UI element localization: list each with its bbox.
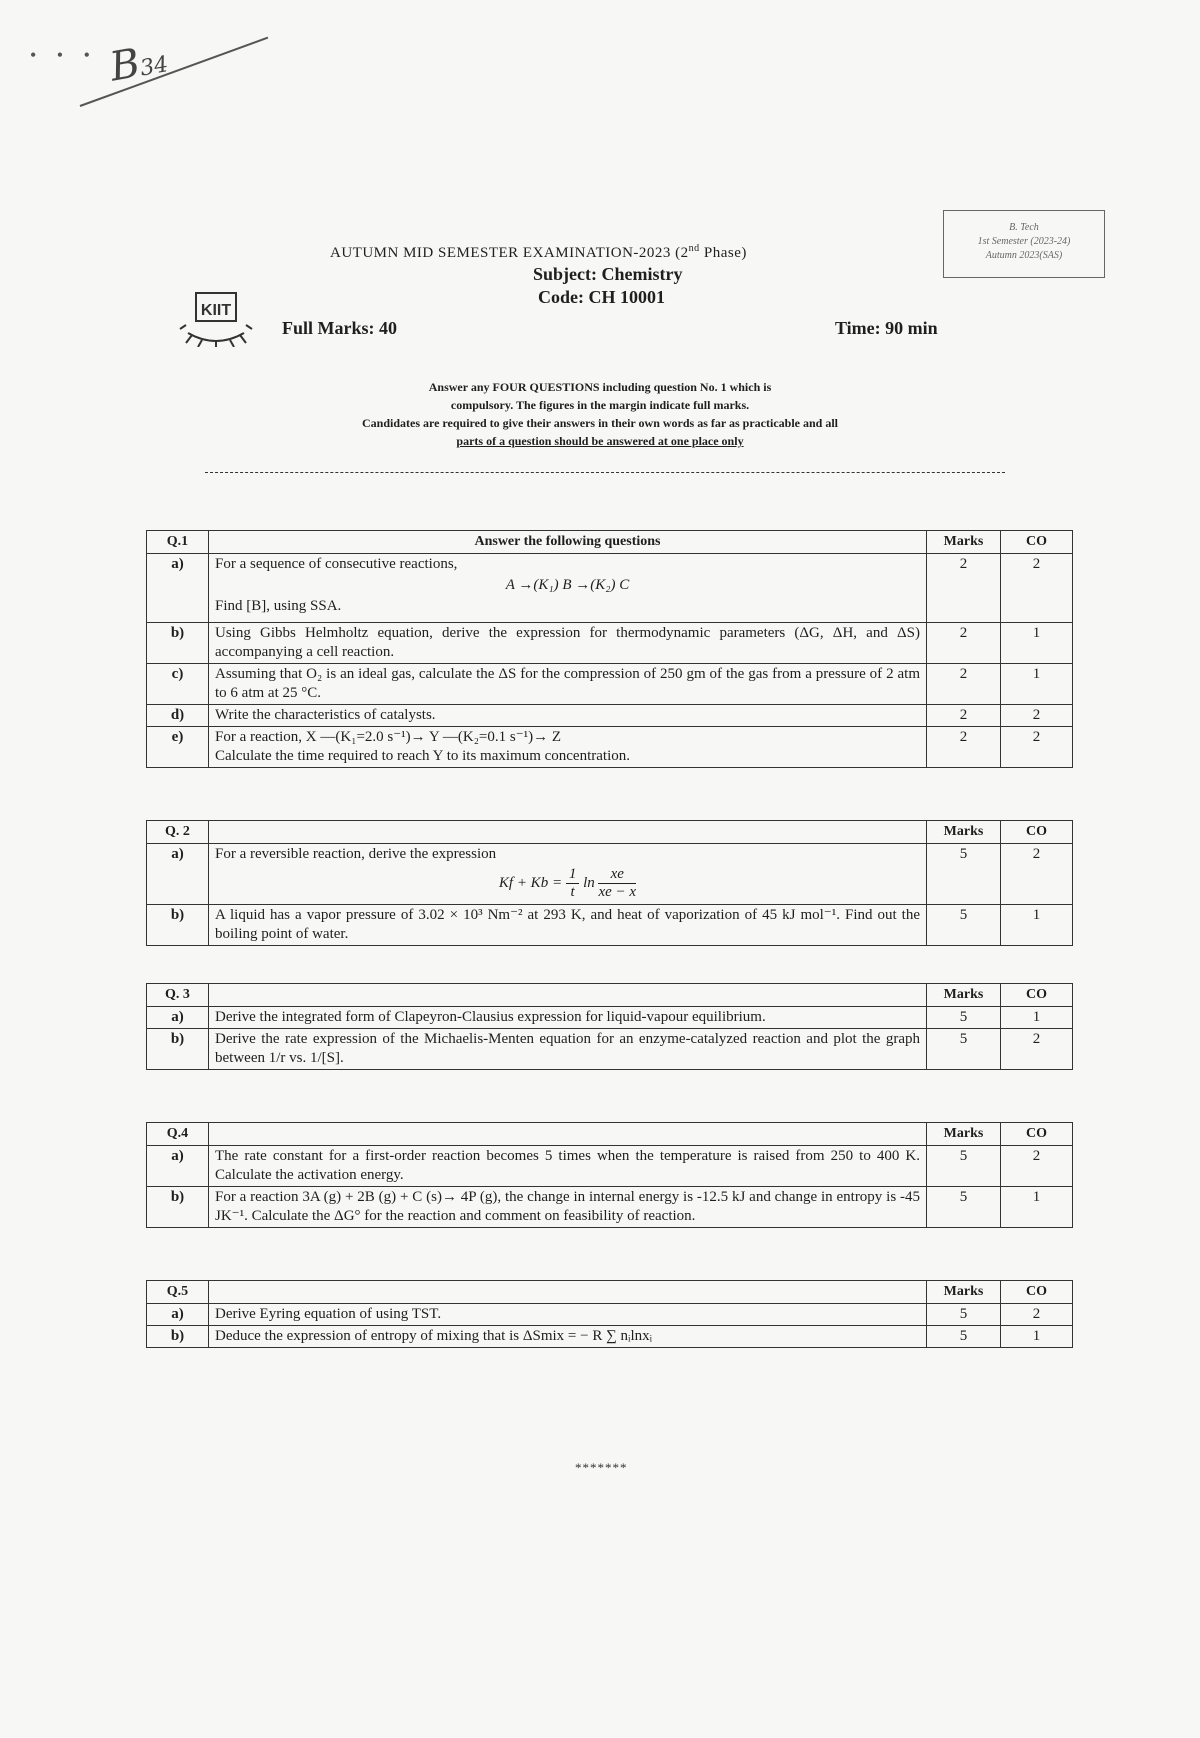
question-heading — [209, 1281, 927, 1304]
part-text: For a reversible reaction, derive the expression — [215, 846, 497, 862]
part-text: Deduce the expression of entropy of mixing that is ΔSmix = − R ∑ nᵢlnxᵢ — [209, 1326, 927, 1348]
marks-value: 5 — [927, 1304, 1001, 1326]
co-header: CO — [1001, 984, 1073, 1007]
full-marks: Full Marks: 40 — [282, 318, 397, 338]
handwritten-mark: B34 — [106, 40, 171, 91]
question-heading — [209, 1123, 927, 1146]
co-value: 2 — [1001, 1029, 1073, 1070]
table-row — [147, 705, 1073, 727]
part-label: a) — [147, 554, 209, 623]
co-header: CO — [1001, 1123, 1073, 1146]
table-row — [147, 1187, 1073, 1228]
table-row — [147, 1007, 1073, 1029]
part-label: b) — [147, 1326, 209, 1348]
question-number: Q. 2 — [147, 821, 209, 844]
question-table-q3 — [146, 983, 1073, 1070]
part-label: a) — [147, 1146, 209, 1187]
co-value: 2 — [1001, 554, 1073, 623]
stamp-line: Autumn 2023(SAS) — [985, 250, 1063, 261]
question-heading: Answer the following questions — [209, 531, 927, 554]
question-heading — [209, 821, 927, 844]
logo-text: KIIT — [200, 302, 232, 319]
part-text: A liquid has a vapor pressure of 3.02 × 10³ Nm⁻² at 293 K, and heat of vaporization of 45 kJ mol⁻¹. Find out the boiling point of water. — [209, 905, 927, 946]
question-number: Q.5 — [147, 1281, 209, 1304]
stamp-line: 1st Semester (2023-24) — [977, 236, 1071, 247]
co-value: 2 — [1001, 727, 1073, 768]
eq-ln: ln — [583, 874, 595, 891]
co-value: 2 — [1001, 1304, 1073, 1326]
part-text: Derive Eyring equation of using TST. — [209, 1304, 927, 1326]
semester-stamp — [943, 210, 1105, 278]
part-label: b) — [147, 905, 209, 946]
part-text: Derive the rate expression of the Michaelis-Menten equation for an enzyme-catalyzed reaction and plot the graph between 1/r vs. 1/[S]. — [209, 1029, 927, 1070]
table-row — [147, 727, 1073, 768]
question-number: Q.1 — [147, 531, 209, 554]
table-row — [147, 1326, 1073, 1348]
part-text: Write the characteristics of catalysts. — [209, 705, 927, 727]
part-label: a) — [147, 844, 209, 905]
co-value: 1 — [1001, 905, 1073, 946]
part-label: c) — [147, 664, 209, 705]
part-label: b) — [147, 1029, 209, 1070]
table-row — [147, 664, 1073, 705]
co-header: CO — [1001, 1281, 1073, 1304]
instructions — [240, 378, 960, 450]
part-label: e) — [147, 727, 209, 768]
co-value: 1 — [1001, 1187, 1073, 1228]
question-table-q4 — [146, 1122, 1073, 1228]
reaction-equation: A →(K₁) B →(K₂) C — [505, 577, 630, 593]
co-header: CO — [1001, 531, 1073, 554]
marks-value: 2 — [927, 623, 1001, 664]
table-row — [147, 1029, 1073, 1070]
part-text: Assuming that O₂ is an ideal gas, calculate the ΔS for the compression of 250 gm of the gas from a pressure of 2 atm to 6 atm at 25 °C. — [209, 664, 927, 705]
margin-dots: • • • — [30, 45, 98, 65]
marks-value: 5 — [927, 1146, 1001, 1187]
separator-line — [205, 472, 1005, 473]
question-number: Q.4 — [147, 1123, 209, 1146]
marks-header: Marks — [927, 531, 1001, 554]
co-value: 1 — [1001, 1326, 1073, 1348]
part-label: a) — [147, 1304, 209, 1326]
marks-value: 2 — [927, 727, 1001, 768]
part-text: For a sequence of consecutive reactions, — [215, 556, 458, 572]
part-text: Using Gibbs Helmholtz equation, derive the expression for thermodynamic parameters (ΔG, ΔH, and ΔS) accompanying a cell reaction. — [209, 623, 927, 664]
part-label: b) — [147, 623, 209, 664]
instruction-line: Answer any FOUR QUESTIONS including question No. 1 which is — [428, 380, 772, 394]
rate-expression — [215, 864, 920, 903]
part-label: b) — [147, 1187, 209, 1228]
part-label: a) — [147, 1007, 209, 1029]
question-table-q1 — [146, 530, 1073, 768]
marks-value: 5 — [927, 905, 1001, 946]
marks-header: Marks — [927, 984, 1001, 1007]
marks-header: Marks — [927, 1123, 1001, 1146]
marks-value: 5 — [927, 1007, 1001, 1029]
table-row — [147, 844, 1073, 905]
instruction-line: Candidates are required to give their answers in their own words as far as practicable and all — [361, 416, 838, 430]
exam-title: AUTUMN MID SEMESTER EXAMINATION-2023 (2nd Phase) — [330, 243, 747, 261]
end-marker: ******* — [575, 1460, 628, 1475]
co-value: 2 — [1001, 705, 1073, 727]
instruction-line: parts of a question should be answered at one place only — [456, 434, 744, 448]
marks-value: 5 — [927, 844, 1001, 905]
table-row — [147, 1146, 1073, 1187]
marks-value: 5 — [927, 1029, 1001, 1070]
marks-header: Marks — [927, 821, 1001, 844]
marks-value: 2 — [927, 554, 1001, 623]
part-text: For a reaction 3A (g) + 2B (g) + C (s)→ 4P (g), the change in internal energy is -12.5 kJ and change in entropy is -45 JK⁻¹. Calculate the ΔG° for the reaction and comment on feasibility of reaction. — [209, 1187, 927, 1228]
question-number: Q. 3 — [147, 984, 209, 1007]
part-text: Derive the integrated form of Clapeyron-Clausius expression for liquid-vapour equilibrium. — [209, 1007, 927, 1029]
co-value: 1 — [1001, 664, 1073, 705]
co-value: 1 — [1001, 1007, 1073, 1029]
course-code: Code: CH 10001 — [538, 287, 665, 307]
marks-value: 2 — [927, 705, 1001, 727]
question-heading — [209, 984, 927, 1007]
table-row — [147, 623, 1073, 664]
eq-left: Kf + Kb = — [498, 874, 566, 891]
part-text-2: Calculate the time required to reach Y to its maximum concentration. — [215, 748, 630, 764]
fraction-1-over-t: $\frac{1}{t}$ — [566, 866, 580, 901]
co-value: 2 — [1001, 844, 1073, 905]
marks-value: 5 — [927, 1187, 1001, 1228]
instruction-line: compulsory. The figures in the margin indicate full marks. — [450, 398, 750, 412]
part-label: d) — [147, 705, 209, 727]
fraction-xe: $\frac{xe}{xe - x}$ — [598, 866, 637, 900]
question-table-q5 — [146, 1280, 1073, 1348]
part-text: The rate constant for a first-order reaction becomes 5 times when the temperature is raised from 250 to 400 K. Calculate the activation energy. — [209, 1146, 927, 1187]
marks-value: 2 — [927, 664, 1001, 705]
table-row — [147, 554, 1073, 623]
marks-header: Marks — [927, 1281, 1001, 1304]
part-text-2: Find [B], using SSA. — [215, 598, 342, 614]
table-row — [147, 905, 1073, 946]
table-row — [147, 1304, 1073, 1326]
stamp-line: B. Tech — [1009, 222, 1039, 233]
co-value: 1 — [1001, 623, 1073, 664]
marks-value: 5 — [927, 1326, 1001, 1348]
subject: Subject: Chemistry — [533, 264, 683, 284]
co-header: CO — [1001, 821, 1073, 844]
co-value: 2 — [1001, 1146, 1073, 1187]
exam-time: Time: 90 min — [835, 318, 938, 338]
part-text: For a reaction, X —(K₁=2.0 s⁻¹)→ Y —(K₂=0.1 s⁻¹)→ Z — [215, 729, 562, 745]
kiit-logo — [178, 285, 254, 347]
question-table-q2 — [146, 820, 1073, 946]
